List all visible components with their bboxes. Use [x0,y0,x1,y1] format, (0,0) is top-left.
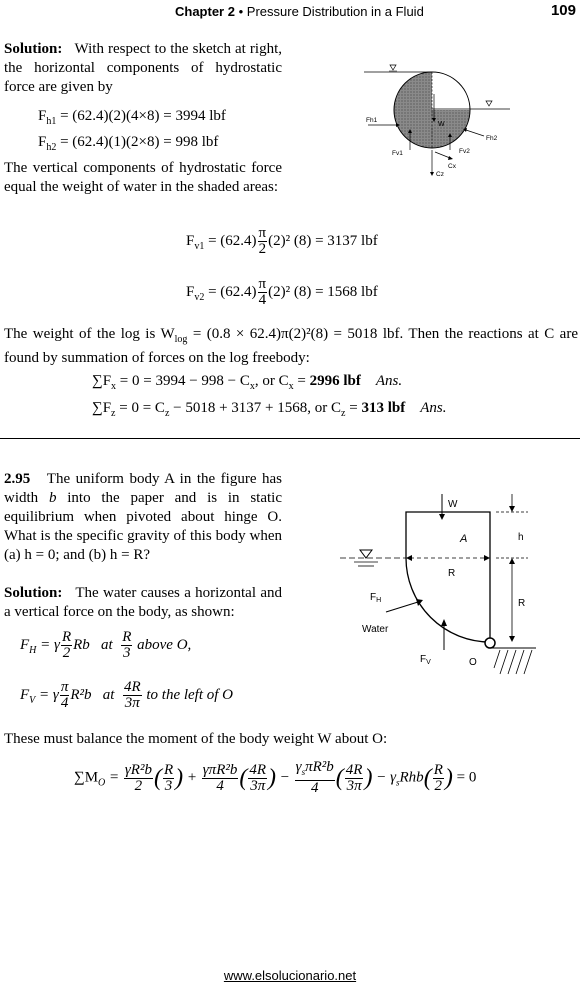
vertical-components-text: The vertical components of hydrostatic force equal the weight of water in the shaded areas: [4,160,282,195]
fig2-label-w: W [448,499,458,510]
fig1-label-fv2: Fv2 [459,148,470,155]
equation-fv: $F_V = \gamma$ $\frac{\pi}{4}$ R²b at $\frac{4R}{3\pi}$ to the left of O [20,679,234,711]
log-figure [362,64,522,182]
equation-sum-fz: $\sum F_z = 0 = C_z - 5018 + 3137 + 1568$, or $C_z = 313$ lbf Ans. [92,400,447,419]
equation-fh: $F_H = \gamma$ $\frac{R}{2}$ Rb at $\frac{R}{3}$ above O, [20,629,192,661]
fig2-label-o: O [469,657,477,668]
fig2-label-r-horizontal: R [448,568,456,579]
fig1-label-fh2: Fh2 [486,135,498,142]
fig1-label-fv1: Fv1 [392,150,403,157]
equation-sum-fx: $\sum F_x = 0 = 3994 - 998 - C_x$, or $C_x = 2996$ lbf Ans. [92,373,403,392]
section-divider [0,438,580,439]
equation-fh2: $F_{h2} = (62.4)(1)(2\times 8) = 998$ lbf [38,134,219,153]
equation-fh1: $F_{h1} = (62.4)(2)(4\times 8) = 3994$ lbf [38,108,226,127]
log-weight-text: The weight of the log is $W_{log} = (0.8 \times 62.4)\pi(2)^2(8) = 5018$ lbf. Then the reactions at C are found by summation of forces on the log freebody: [4,326,578,366]
body-a-figure [332,490,572,690]
problem-solution-intro: Solution: The water causes a horizontal and a vertical force on the body, as shown: [4,585,282,620]
footer-url[interactable]: www.elsolucionario.net [223,968,357,983]
equation-moment-sum: $\sum M_O$ = $\frac{\text{γR²b}}{2}$ ( $\frac{R}{3}$ ) + $\frac{\text{γπR²b}}{4}$ ( $\frac{4R}{3\pi}$ ) − $\frac{\gamma_s\pi R^2b}{4}$ ( $\frac{4R}{3\pi}$ ) − $\gamma_sRhb$( $\frac{R}{2}$ ) = 0 [74,759,477,796]
solution-intro: Solution: With respect to the sketch at right, the horizontal components of hydrostatic force are given by [4,41,282,95]
fig2-label-fv: $F_V$ [420,654,431,666]
problem-statement: 2.95 The uniform body A in the figure has width b into the paper and is in static equilibrium when pivoted about hinge O. What is the specific gravity of this body when (a) h = 0; and (b) h = R? [4,471,282,563]
chapter-title: Chapter 2 • Pressure Distribution in a Fluid [175,4,424,19]
fig1-label-w: W [438,121,445,128]
page-number: 109 [550,2,576,19]
equation-fv2: $F_{v2} = (62.4)$ $\frac{\pi}{4}$ (2)² (8) = 1568 lbf [186,276,378,308]
fig2-label-a: A [460,533,468,545]
fig2-label-fh: $F_H$ [370,592,382,604]
fig1-label-cz: Cz [436,171,444,178]
fig1-label-fh1: Fh1 [366,117,378,124]
equation-fv1: $F_{v1} = (62.4)$ $\frac{\pi}{2}$ (2)² (8) = 3137 lbf [186,225,378,257]
fig2-label-r-vertical: R [518,598,526,609]
fig2-label-water: Water [362,624,389,635]
page-header [0,2,580,24]
fig2-label-h: h [518,532,524,543]
fig1-label-cx: Cx [448,163,456,170]
moment-text: These must balance the moment of the body weight W about O: [4,731,388,747]
